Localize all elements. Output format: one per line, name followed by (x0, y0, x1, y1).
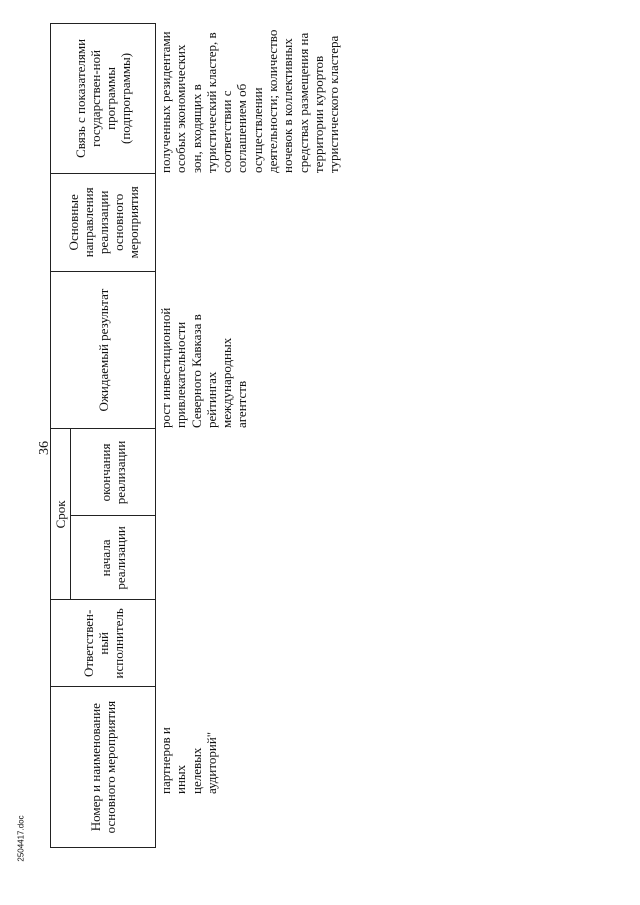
measures-table (50, 23, 156, 848)
header-term: Срок (51, 429, 71, 600)
rotated-table-sheet (50, 23, 342, 848)
header-directions: Основные направления реализации основного мероприятия (51, 173, 156, 271)
header-link-indicators: Связь с показателями государствен-ной программы (подпрограммы) (51, 24, 156, 174)
header-measure-name: Номер и наименование основного мероприятия (51, 687, 156, 848)
row-measure-name: партнеров и иных целевых аудиторий" (158, 727, 219, 794)
header-term-start: начала реализации (70, 516, 155, 600)
header-term-end: окончания реализации (70, 429, 155, 516)
page-number: 36 (37, 441, 52, 455)
header-responsible: Ответствен-ный исполнитель (51, 600, 156, 687)
row-link-indicators: полученных резидентами особых экономических зон, входящих в туристический кластер, в соответствии с соглашением об осуществлении деятельности; количество ночевок в коллективных средствах размещения на территории курортов туристического кластера (158, 29, 342, 173)
row-expected-result: рост инвестиционной привлекательности Северного Кавказа в рейтингах международных агентств (158, 307, 250, 428)
footer-doc-code: 2504417.doc (16, 815, 26, 862)
header-expected-result: Ожидаемый результат (51, 271, 156, 429)
